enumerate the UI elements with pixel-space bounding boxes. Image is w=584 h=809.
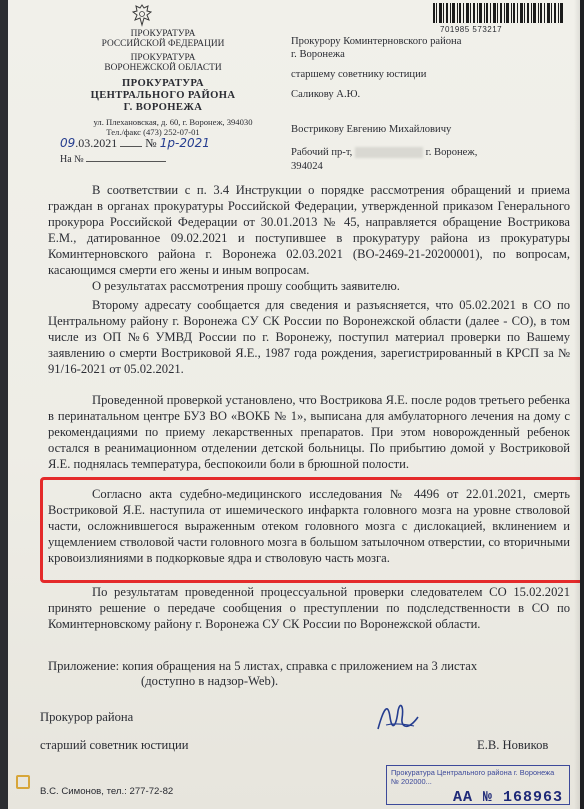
number-sign: №	[145, 136, 157, 150]
header-bold-line1: ПРОКУРАТУРА	[122, 78, 204, 89]
signature-icon	[374, 697, 422, 737]
background-edge	[0, 0, 8, 809]
coat-of-arms-icon	[131, 3, 153, 29]
recipient2-street: Рабочий пр-т,	[291, 147, 353, 158]
attachment-note: Приложение: копия обращения на 5 листах, справка с приложением на 3 листах	[48, 659, 478, 673]
highlight-box	[40, 477, 580, 583]
header-address: ул. Плехановская, д. 60, г. Воронеж, 394030	[93, 117, 253, 127]
on-number-label: На №	[60, 154, 84, 165]
recipient2-line1: Вострикову Евгению Михайловичу	[291, 124, 452, 135]
recipient1-line2: г. Воронежа	[291, 49, 345, 60]
recipient2-line3: 394024	[291, 161, 323, 172]
date-printed: .03.2021	[75, 136, 118, 150]
header-on-row	[60, 154, 166, 165]
attachment-note-2: (доступно в надзор-Web).	[141, 674, 279, 688]
header-org-line4: ВОРОНЕЖСКОЙ ОБЛАСТИ	[104, 63, 222, 73]
stamp-number: АА № 168963	[452, 789, 563, 806]
recipient1-line1: Прокурору Коминтерновского района	[291, 36, 462, 47]
body-paragraph-6: По результатам проведенной процессуальной проверки следователем СО 15.02.2021 принято решение о передаче сообщения о преступлении по подследственности в СО по Коминтерновскому району г. Воронежа СУ СК России по Воронежской области.	[48, 585, 570, 631]
body-paragraph-5: Согласно акта судебно-медицинского исследования № 4496 от 22.01.2021, смерть Востриковой Я.Е. наступила от ишемического инфаркта головного мозга на уровне стволовой части, осложнившегося выраженным отеком головного мозга с дислокацией, вклинением и ущемлением стволовой части головного мозга в большом затылочном отверстии, со вторичными кровоизлияниями в подкорковые ядра и стволовую часть мозга.	[48, 487, 570, 565]
signer-title1: Прокурор района	[40, 710, 134, 724]
recipient1-line4: Саликову А.Ю.	[291, 89, 361, 100]
recipient2-line2	[291, 146, 477, 159]
header-org-line1: ПРОКУРАТУРА	[130, 29, 196, 39]
header-bold-line2: ЦЕНТРАЛЬНОГО РАЙОНА	[90, 90, 236, 101]
header-org-line3: ПРОКУРАТУРА	[130, 53, 196, 63]
recipient1-line3: старшему советнику юстиции	[291, 69, 427, 80]
signer-title2: старший советник юстиции	[40, 738, 189, 752]
ref-number-handwritten: 1р-2021	[159, 136, 210, 150]
body-paragraph-3: Второму адресату сообщается для сведения и разъясняется, что 05.02.2021 в СО по Центральному району г. Воронежа СУ СК России по Воронежской области (далее - СО), в том числе из ОП №6 УМВД России по г. Воронежу, поступил материал проверки по Вашему заявлению о смерти Востриковой Я.Е., 1987 года рождения, зарегистрированный в КРСП за № 91/16-2021 от 05.02.2021.	[48, 298, 570, 376]
corner-mark-icon	[16, 775, 30, 789]
header-bold-line3: Г. ВОРОНЕЖА	[123, 102, 203, 113]
signer-name: Е.В. Новиков	[477, 738, 549, 752]
document-page	[8, 0, 580, 809]
stamp-line2: № 202000...	[391, 777, 432, 786]
recipient2-city: г. Воронеж,	[425, 147, 478, 158]
executor-info: В.С. Симонов, тел.: 277-72-82	[40, 786, 174, 797]
barcode-icon	[433, 3, 563, 23]
barcode-number: 701985 573217	[440, 25, 503, 34]
header-phone: Тел./факс (473) 252-07-01	[106, 127, 200, 137]
body-paragraph-4: Проведенной проверкой установлено, что Вострикова Я.Е. после родов третьего ребенка в перинатальном центре БУЗ ВО «ВОКБ № 1», выписана для амбулаторного лечения на дому с рекомендациями по приему лекарственных препаратов. При этом новорожденный ребенок остался в реанимационном отделении детской больницы. По прибытию домой у Востриковой Я.Е. поднялась температура, беспокоили боли в брюшной полости.	[48, 393, 570, 471]
redacted-block	[355, 147, 423, 158]
header-org-line2: РОССИЙСКОЙ ФЕДЕРАЦИИ	[101, 39, 225, 49]
body-paragraph-1: В соответствии с п. 3.4 Инструкции о порядке рассмотрения обращений и приема граждан в органах прокуратуры Российской Федерации, утвержденной приказом Генерального прокурора Российской Федерации от 30.01.2013 № 45, направляется обращение Вострикова Е.М., датированное 09.02.2021 и поступившее в прокуратуру района из прокуратуры Коминтерновского района г. Воронежа 02.03.2021 (ВО-2469-21-20200001), по вопросам, касающимся смерти его жены и иным вопросам.	[48, 183, 570, 277]
date-handwritten: 09	[60, 136, 76, 150]
registration-stamp	[386, 765, 570, 805]
body-paragraph-2: О результатах рассмотрения прошу сообщить заявителю.	[92, 279, 400, 293]
header-date-row	[60, 136, 210, 151]
stamp-line1: Прокуратура Центрального района г. Воронежа	[391, 768, 555, 777]
